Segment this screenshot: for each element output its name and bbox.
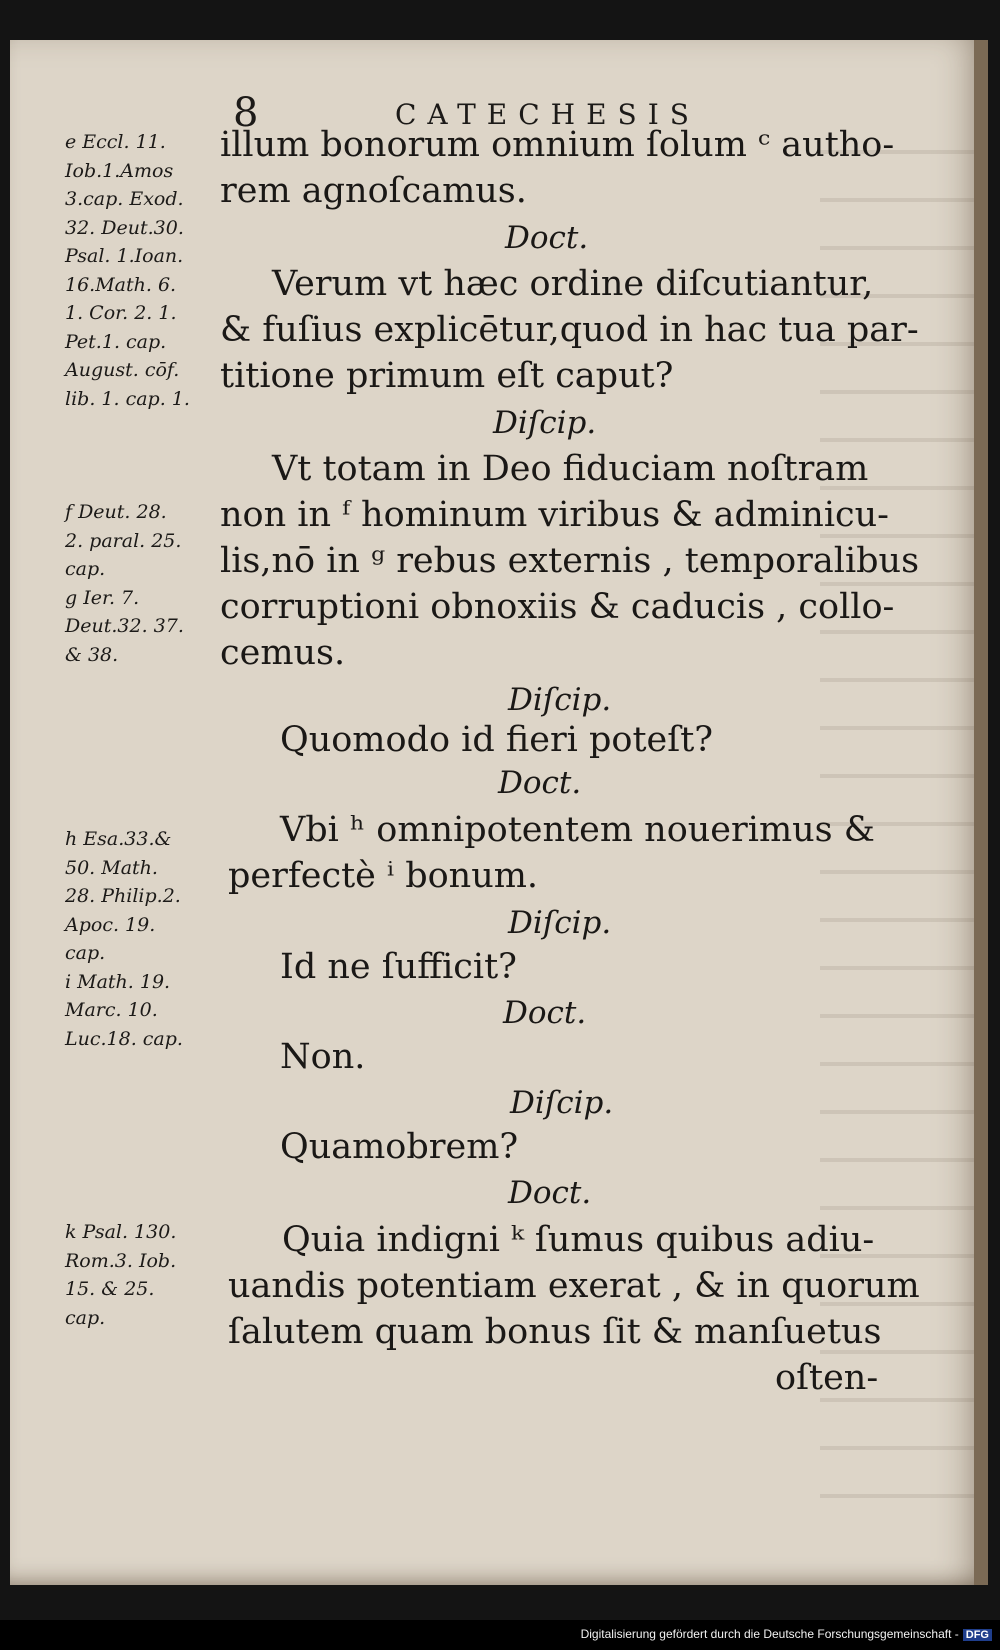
- text-line: uandis potentiam exerat , & in quorum: [228, 1266, 920, 1306]
- text-line: Vbi ʰ omnipotentem nouerimus &: [280, 810, 875, 850]
- text-line: Quia indigni ᵏ ſumus quibus adiu-: [282, 1220, 875, 1260]
- footer-bar: [0, 1620, 1000, 1650]
- marginal-note: f Deut. 28. 2. paral. 25. cap. g Ier. 7. Deut.32. 37. & 38.: [65, 501, 184, 666]
- marginal-note: e Eccl. 11. Iob.1.Amos 3.cap. Exod. 32. Deut.30. Psal. 1.Ioan. 16.Math. 6. 1. Cor. 2. 1. Pet.1. cap. August. cōf. lib. 1. cap. 1.: [65, 131, 190, 410]
- text-line: Verum vt hæc ordine diſcutiantur,: [272, 264, 874, 304]
- text-line: cemus.: [220, 633, 346, 673]
- text-line: Quomodo id fieri poteſt?: [280, 720, 714, 760]
- page-number: 8: [233, 90, 259, 136]
- running-head: CATECHESIS: [395, 98, 700, 131]
- dfg-logo: DFG: [963, 1629, 992, 1641]
- page-edge: [974, 40, 988, 1585]
- speaker-label: Doct.: [508, 1175, 592, 1211]
- speaker-label: Diſcip.: [510, 1085, 614, 1121]
- text-line: corruptioni obnoxiis & caducis , collo-: [220, 587, 895, 627]
- text-line: titione primum eſt caput?: [220, 356, 674, 396]
- speaker-label: Diſcip.: [493, 405, 597, 441]
- text-line: illum bonorum omnium ſolum ᶜ autho-: [220, 125, 895, 165]
- marginal-note: k Psal. 130. Rom.3. Iob. 15. & 25. cap.: [65, 1221, 177, 1329]
- speaker-label: Doct.: [505, 220, 589, 256]
- speaker-label: Diſcip.: [508, 682, 612, 718]
- speaker-label: Diſcip.: [508, 905, 612, 941]
- speaker-label: Doct.: [498, 765, 582, 801]
- text-line: & fuſius explicētur,quod in hac tua par-: [220, 310, 919, 350]
- text-line: rem agnoſcamus.: [220, 171, 527, 211]
- text-line: Non.: [280, 1037, 366, 1077]
- credit-line: [581, 1627, 992, 1641]
- speaker-label: Doct.: [503, 995, 587, 1031]
- text-line: Id ne ſufficit?: [280, 947, 517, 987]
- text-line: Quamobrem?: [280, 1127, 519, 1167]
- text-line: oſten-: [775, 1358, 879, 1398]
- book-page: [10, 40, 988, 1585]
- text-line: Vt totam in Deo fiduciam noſtram: [272, 449, 869, 489]
- marginal-note: h Esa.33.& 50. Math. 28. Philip.2. Apoc. 19. cap. i Math. 19. Marc. 10. Luc.18. cap.: [65, 828, 183, 1050]
- text-line: non in ᶠ hominum viribus & adminicu-: [220, 495, 889, 535]
- text-line: ſalutem quam bonus ſit & manſuetus: [228, 1312, 882, 1352]
- text-line: lis,nō in ᵍ rebus externis , temporalibus: [220, 541, 920, 581]
- text-line: perfectè ⁱ bonum.: [228, 856, 539, 896]
- credit-text: Digitalisierung gefördert durch die Deutsche Forschungsgemeinschaft -: [580, 1627, 959, 1641]
